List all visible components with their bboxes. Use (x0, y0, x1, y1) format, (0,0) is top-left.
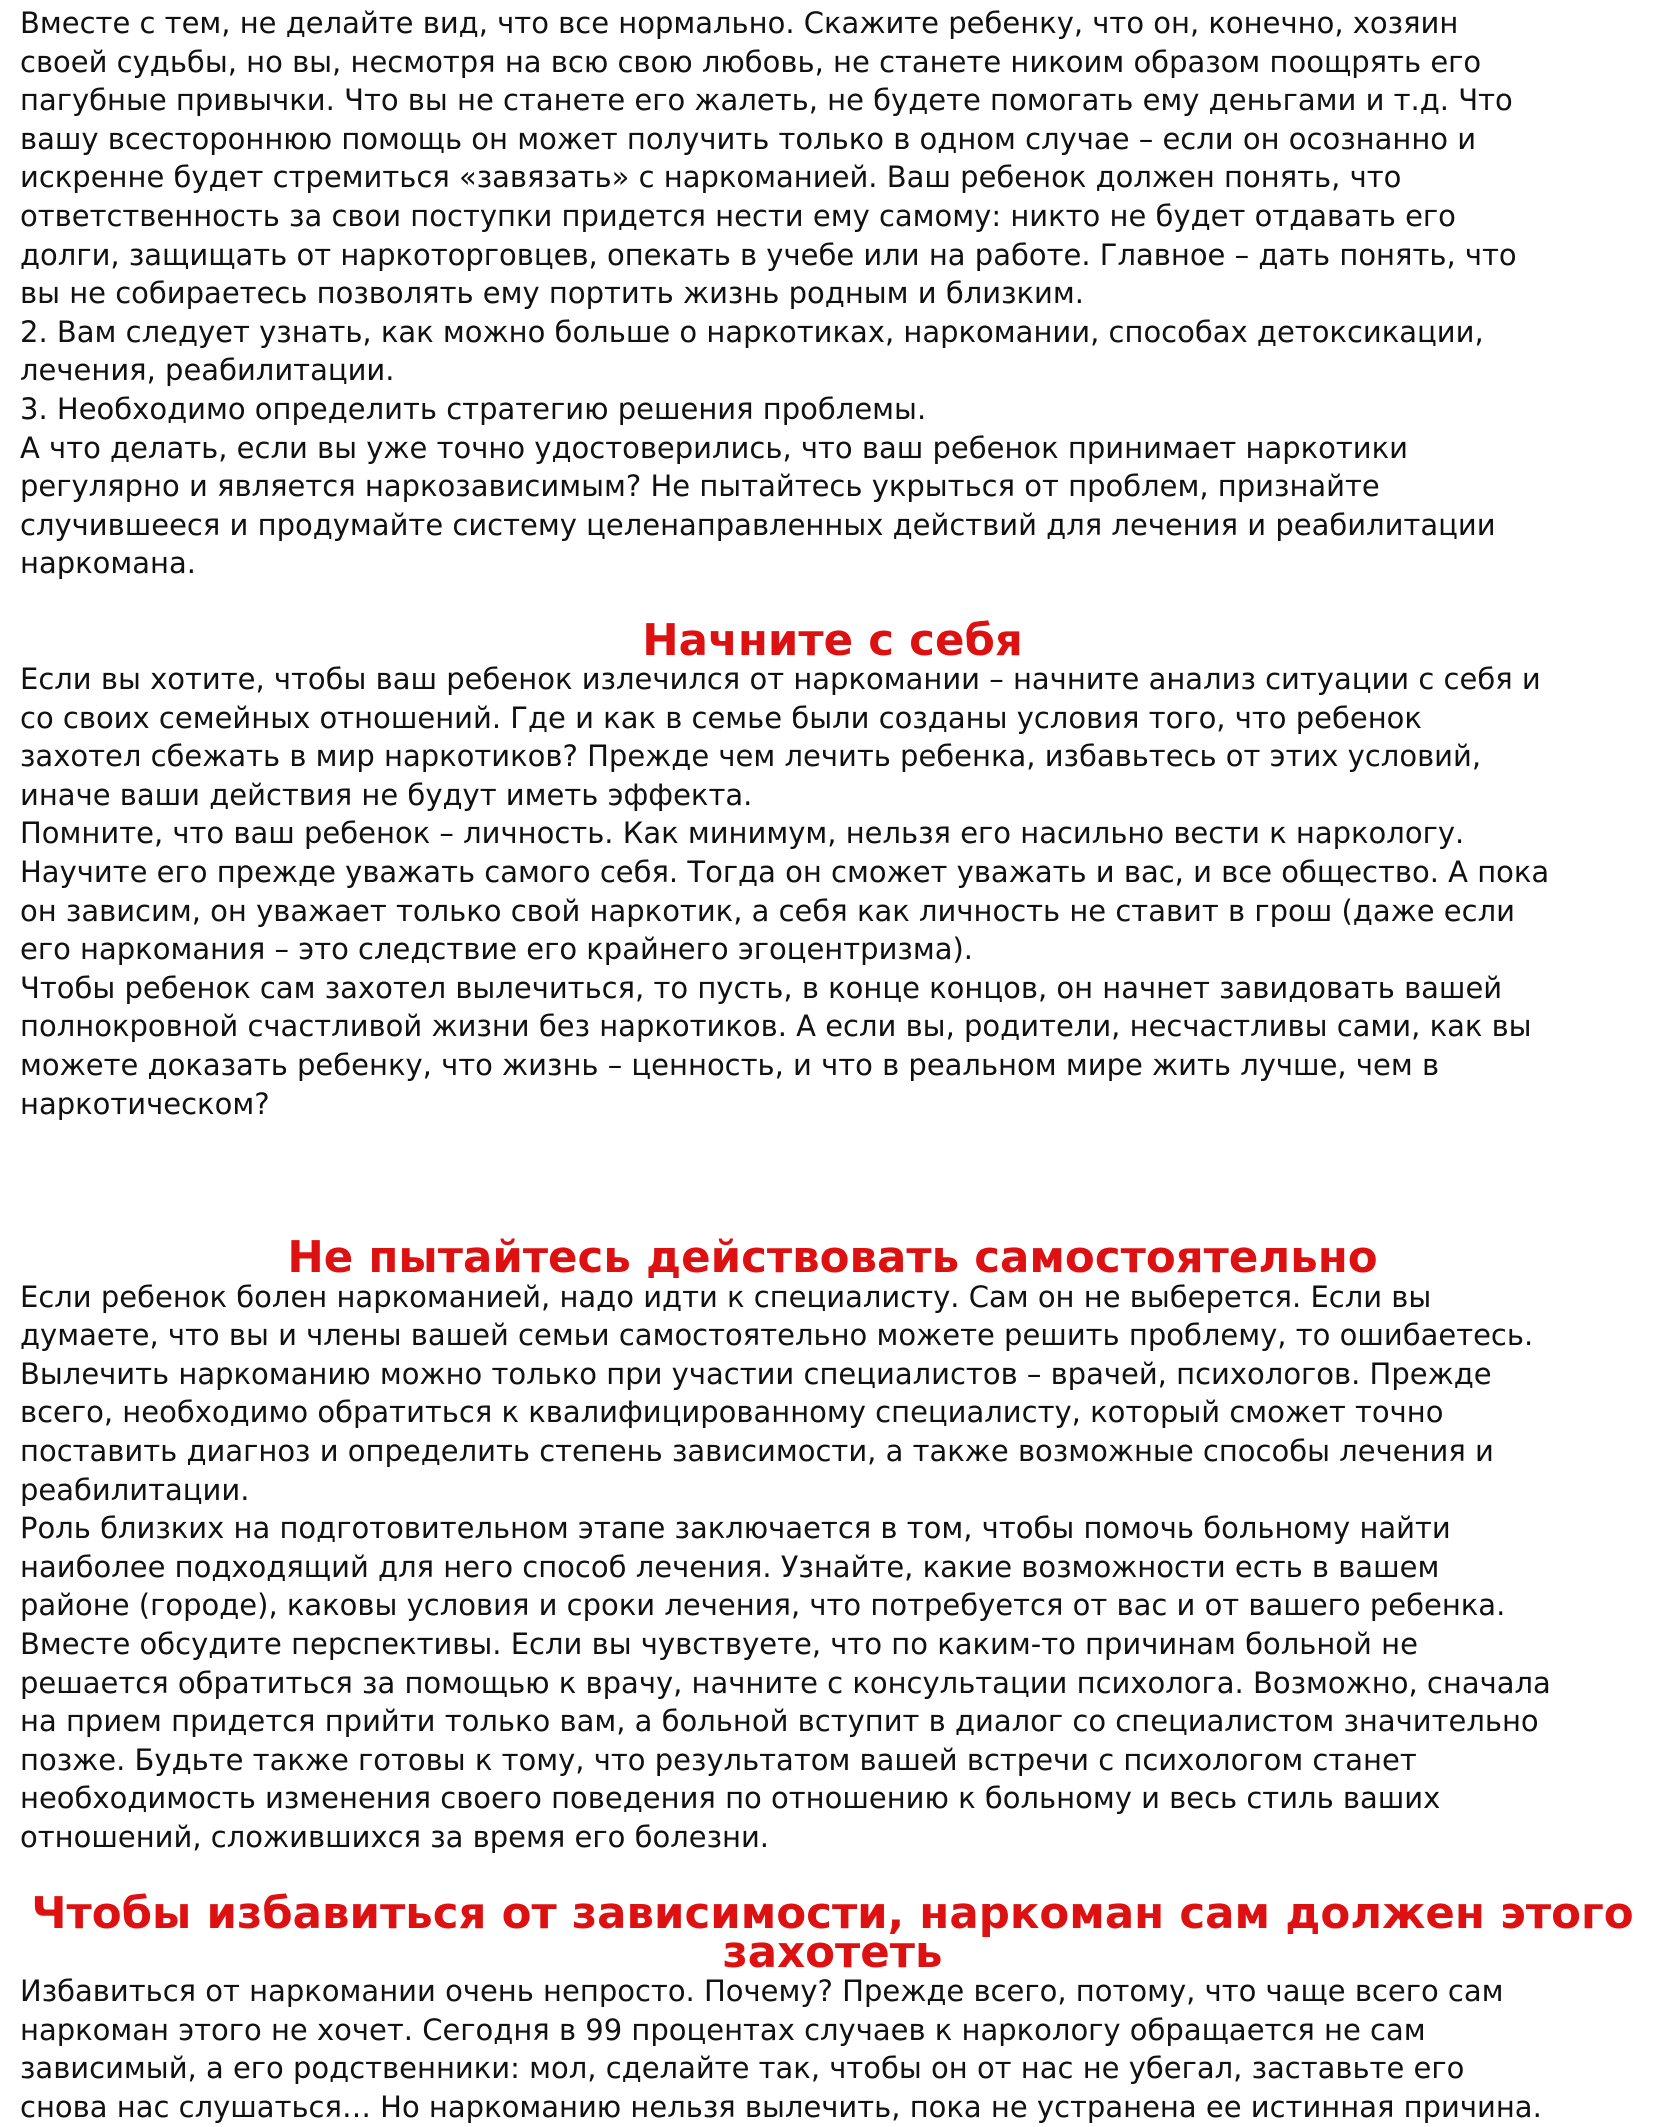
section1-paragraph-2: Помните, что ваш ребенок – личность. Как минимум, нельзя его насильно вести к наркологу. Научите его прежде уважать самого себя. Тогда он сможет уважать и вас, и все общество. А пока он зависим, он уважает только свой наркотик, а себя как личность не ставит в грош (даже если его наркомания – это следствие его крайнего эгоцентризма). (20, 816, 1550, 967)
section-heading-do-not-act-alone: Не пытайтесь действовать самостоятельно (287, 1233, 1378, 1284)
intro-paragraph-2: 2. Вам следует узнать, как можно больше о наркотиках, наркомании, способах детоксикации, лечения, реабилитации. (20, 314, 1484, 388)
section-heading-must-want-it: Чтобы избавиться от зависимости, наркоман сам должен этого захотеть (31, 1889, 1634, 1978)
intro-paragraph-3: 3. Необходимо определить стратегию решения проблемы. (20, 391, 927, 426)
document-page (20, 4, 1645, 2127)
blank-lines (20, 1123, 1645, 1239)
intro-paragraph-1: Вместе с тем, не делайте вид, что все нормально. Скажите ребенку, что он, конечно, хозяин своей судьбы, но вы, несмотря на всю свою любовь, не станете никоим образом поощрять его пагубные привычки. Что вы не станете его жалеть, не будете помогать ему деньгами и т.д. Что вашу всестороннюю помощь он может получить только в одном случае – если он осознанно и искренне будет стремиться «завязать» с наркоманией. Ваш ребенок должен понять, что ответственность за свои поступки придется нести ему самому: никто не будет отдавать его долги, защищать от наркоторговцев, опекать в учебе или на работе. Главное – дать понять, что вы не собираетесь позволять ему портить жизнь родным и близким. (20, 6, 1517, 311)
section-heading-start-with-yourself: Начните с себя (642, 615, 1023, 666)
intro-paragraph-4: А что делать, если вы уже точно удостоверились, что ваш ребенок принимает наркотики регулярно и является наркозависимым? Не пытайтесь укрыться от проблем, признайте случившееся и продумайте систему целенаправленных действий для лечения и реабилитации наркомана. (20, 430, 1496, 581)
section2-paragraph-2: Роль близких на подготовительном этапе заключается в том, чтобы помочь больному найти наиболее подходящий для него способ лечения. Узнайте, какие возможности есть в вашем районе (городе), каковы условия и сроки лечения, что потребуется от вас и от вашего ребенка. Вместе обсудите перспективы. Если вы чувствуете, что по каким-то причинам больной не решается обратиться за помощью к врачу, начните с консультации психолога. Возможно, сначала на прием придется прийти только вам, а больной вступит в диалог со специалистом значительно позже. Будьте также готовы к тому, что результатом вашей встречи с психологом станет необходимость изменения своего поведения по отношению к больному и весь стиль ваших отношений, сложившихся за время его болезни. (20, 1511, 1551, 1854)
section2-paragraph-1: Если ребенок болен наркоманией, надо идти к специалисту. Сам он не выберется. Если вы думаете, что вы и члены вашей семьи самостоятельно можете решить проблему, то ошибаетесь. Вылечить наркоманию можно только при участии специалистов – врачей, психологов. Прежде всего, необходимо обратиться к квалифицированному специалисту, который сможет точно поставить диагноз и определить степень зависимости, а также возможные способы лечения и реабилитации. (20, 1279, 1534, 1507)
section1-paragraph-1: Если вы хотите, чтобы ваш ребенок излечился от наркомании – начните анализ ситуации с себя и со своих семейных отношений. Где и как в семье были созданы условия того, что ребенок захотел сбежать в мир наркотиков? Прежде чем лечить ребенка, избавьтесь от этих условий, иначе ваши действия не будут иметь эффекта. (20, 662, 1541, 812)
section3-paragraph-1: Избавиться от наркомании очень непросто. Почему? Прежде всего, потому, что чаще всего сам наркоман этого не хочет. Сегодня в 99 процентах случаев к наркологу обращается не сам зависимый, а его родственники: мол, сделайте так, чтобы он от нас не убегал, заставьте его снова нас слушаться… Но наркоманию нельзя вылечить, пока не устранена ее истинная причина. (20, 1974, 1542, 2125)
section1-paragraph-3: Чтобы ребенок сам захотел вылечиться, то пусть, в конце концов, он начнет завидовать вашей полнокровной счастливой жизни без наркотиков. А если вы, родители, несчастливы сами, как вы можете доказать ребенку, что жизнь – ценность, и что в реальном мире жить лучше, чем в наркотическом? (20, 970, 1532, 1121)
